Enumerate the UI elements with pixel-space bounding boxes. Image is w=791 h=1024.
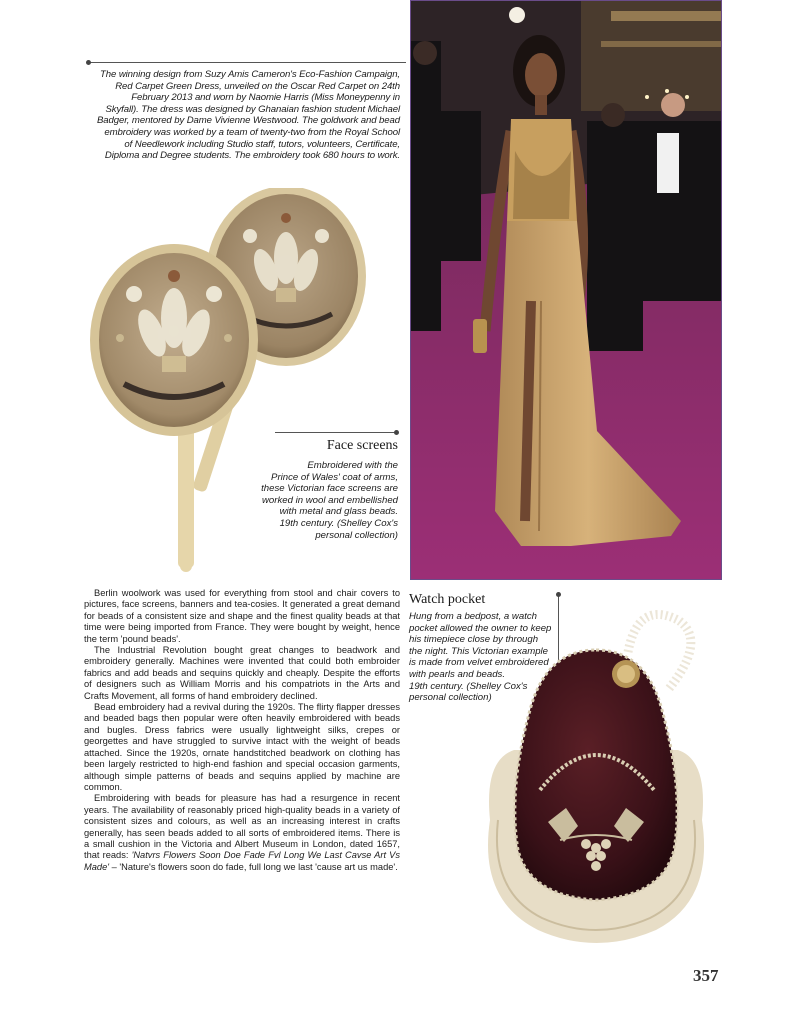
caption-line: The winning design from Suzy Amis Cameron's Eco-Fashion Campaign, <box>100 69 400 80</box>
face-screens-rule <box>275 432 396 433</box>
body-paragraph: The Industrial Revolution bought great changes to beadwork and embroidery generally. Machines were invented that could both embroider fabrics and add beads and sequins quickly and cheaply. Despite the efforts of designers such as William Morris and his compatriots in the Arts and Crafts Movement, all forms of hand embroidery declined. <box>84 645 400 701</box>
caption-line: Prince of Wales' coat of arms, <box>271 471 398 483</box>
red-carpet-photo <box>410 0 722 580</box>
caption-line: with pearls and beads. <box>409 668 505 680</box>
body-text: Embroidering with beads for pleasure has had a resurgence in recent years. The availability of reasonably priced high-quality beads in a variety of consistent sizes and colours, as well as an increasing interest in crafts generally, has seen beads added to all sorts of embroidered items. There is a small cushion in the Victoria and Albert Museum in London, dated 1657, that reads: <box>84 793 400 861</box>
body-copy <box>84 588 400 873</box>
caption-line: Hung from a bedpost, a watch <box>409 611 537 622</box>
red-carpet-scene <box>411 1 722 580</box>
face-screens-heading: Face screens <box>326 438 398 453</box>
caption-line: personal collection) <box>315 529 398 541</box>
page-number: 357 <box>693 966 719 985</box>
face-screens-caption <box>230 460 398 541</box>
body-paragraph: Berlin woolwork was used for everything from stool and chair covers to pictures, face screens, banners and tea-cosies. It generated a great demand for beads of a consistent size and shape and the finest quality beads at that time were being imported from France. They were bought by weight, hence the term 'pound beads'. <box>84 588 400 644</box>
watch-pocket-rule-dot <box>556 592 561 597</box>
body-paragraph: Bead embroidery had a revival during the 1920s. The flirty flapper dresses and beaded bags then popular were often heavily embroidered with beads and bugles. Dress fabrics were usually lightweight silks, crepes or georgettes and have struggled to survive intact with the weight of beads attached. Since the 1920s, ornate handstitched beadwork on clothing has been largely restricted to high-end fashion and special occasion garments, although simple patterns of beads and sequins applied by machine are common. <box>84 702 400 792</box>
caption-line: the night. This Victorian example <box>409 645 549 657</box>
watch-pocket-image <box>478 600 714 950</box>
caption-line: is made from velvet embroidered <box>409 657 549 669</box>
caption-line: personal collection) <box>409 692 492 704</box>
caption-line: Red Carpet Green Dress, unveiled on the Oscar Red Carpet on 24th <box>115 80 400 92</box>
caption-line: worked in wool and embellished <box>262 494 398 506</box>
caption-line: 19th century. (Shelley Cox's <box>279 517 398 529</box>
quote-translation: – 'Nature's flowers soon do fade, full long we last 'cause art us made'. <box>109 861 398 872</box>
caption-line: with metal and glass beads. <box>279 506 398 518</box>
caption-line: embroidery was worked by a team of twenty-two from the Royal School <box>104 126 400 138</box>
caption-line: these Victorian face screens are <box>261 483 398 495</box>
watch-pocket-heading: Watch pocket <box>409 592 486 607</box>
caption-line: February 2013 and worn by Naomie Harris (Miss Moneypenny in <box>131 92 400 104</box>
caption-line: pocket allowed the owner to keep <box>409 622 552 634</box>
face-screens-rule-dot <box>394 430 399 435</box>
caption-line: 19th century. (Shelley Cox's <box>409 680 528 692</box>
caption-line: Badger, mentored by Dame Vivienne Westwood. The goldwork and bead <box>97 115 400 127</box>
body-paragraph <box>84 793 400 873</box>
embroidered-quote: 'Natvrs Flowers Soon Doe Fade Fvl Long We Last Cavse Art Vs Made' <box>84 850 400 872</box>
caption-line: of Needlework including Studio staff, tutors, volunteers, Certificate, <box>124 138 400 150</box>
caption-line: Embroidered with the <box>307 460 398 471</box>
caption-rule <box>88 62 406 63</box>
caption-line: Diploma and Degree students. The embroidery took 680 hours to work. <box>104 150 400 162</box>
caption-line: Skyfall). The dress was designed by Ghanaian fashion student Michael <box>105 103 400 115</box>
caption-rule-dot <box>86 60 91 65</box>
dress-caption <box>84 69 400 162</box>
caption-line: his timepiece close by through <box>409 634 539 646</box>
